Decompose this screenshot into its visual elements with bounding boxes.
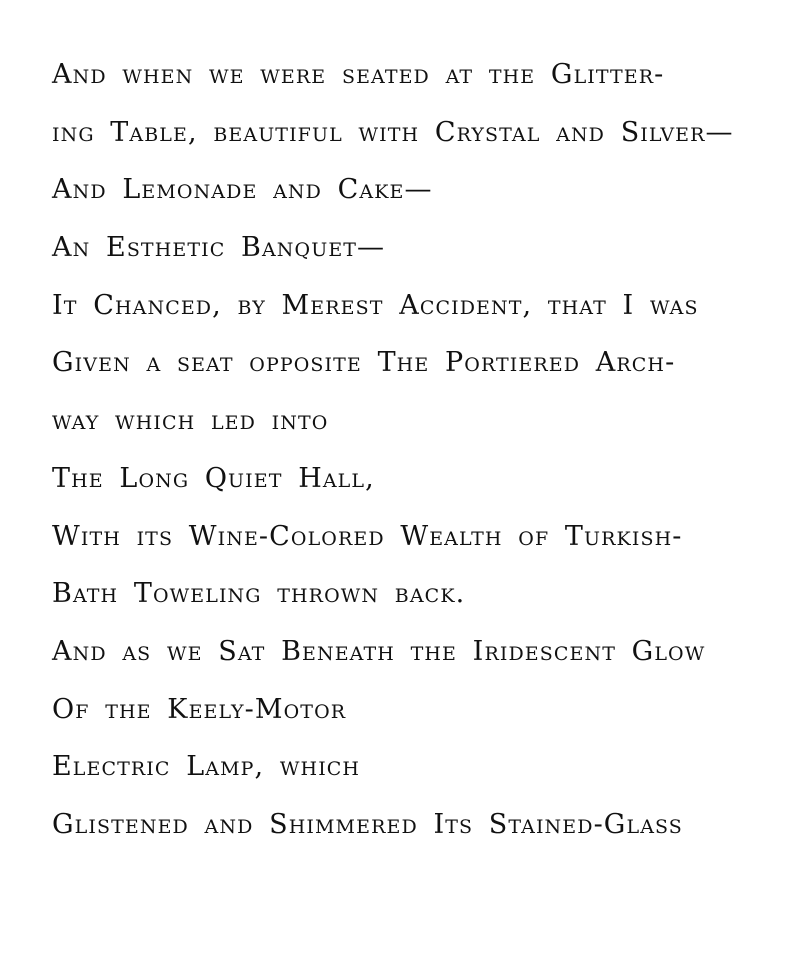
poem-line: And as we Sat Beneath the Iridescent Glow: [52, 635, 706, 667]
poem-line: Electric Lamp, which: [52, 751, 361, 783]
poem-line: With its Wine-Colored Wealth of Turkish-: [52, 520, 683, 552]
poem-line: And Lemonade and Cake—: [52, 174, 433, 206]
poem-line: Given a seat opposite The Portiered Arch-: [52, 347, 676, 379]
poem-line: Glistened and Shimmered Its Stained-Glass: [52, 808, 683, 840]
poem-line: ing Table, beautiful with Crystal and Silver—: [52, 116, 734, 148]
poem-line: way which led into: [52, 405, 329, 437]
poem-line: The Long Quiet Hall,: [52, 462, 375, 494]
poem-line: It Chanced, by Merest Accident, that I was: [52, 289, 699, 321]
poem-line: And when we were seated at the Glitter-: [52, 59, 665, 90]
poem-line: An Esthetic Banquet—: [52, 232, 386, 264]
poem-line: Bath Toweling thrown back.: [52, 578, 466, 610]
poem-verse: [52, 46, 782, 854]
poem-line: Of the Keely-Motor: [52, 693, 347, 725]
